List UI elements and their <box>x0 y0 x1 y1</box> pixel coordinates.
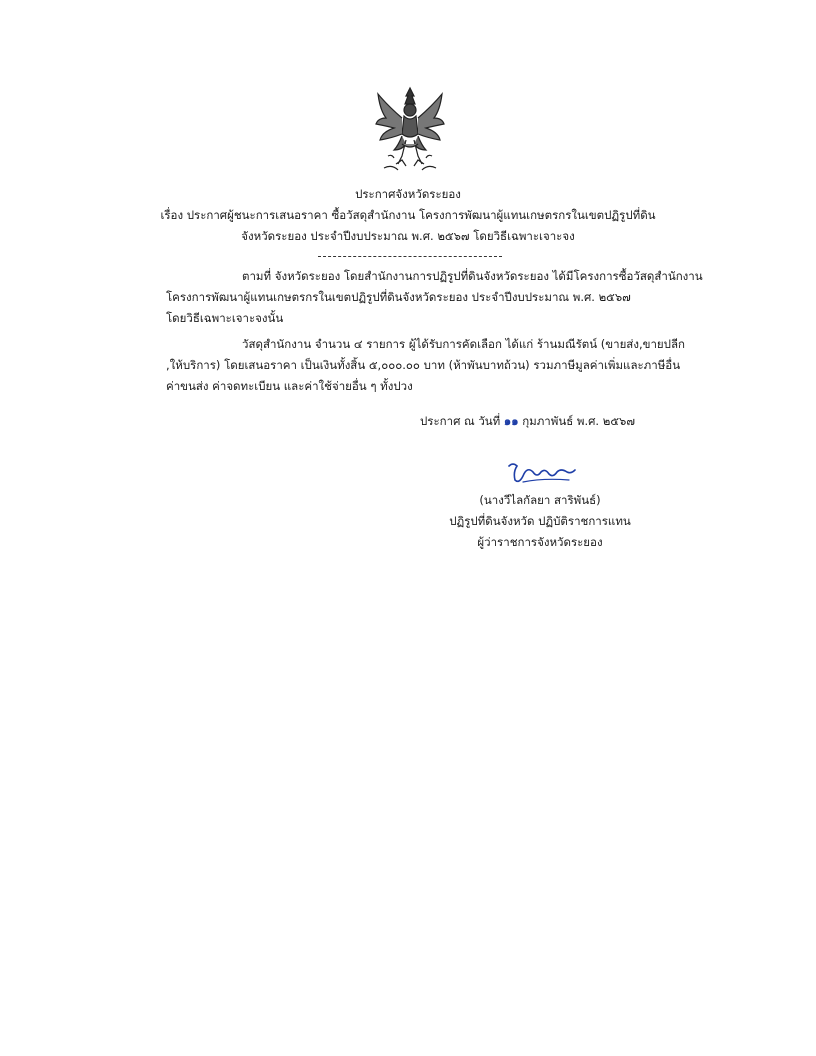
signatory-position-2: ผู้ว่าราชการจังหวัดระยอง <box>477 535 603 549</box>
signatory-position-1: ปฏิรูปที่ดินจังหวัด ปฏิบัติราชการแทน <box>449 514 631 528</box>
announcement-day: ๑๑ <box>503 414 519 428</box>
garuda-emblem <box>372 84 448 176</box>
paragraph-2-line-1: วัสดุสำนักงาน จำนวน ๔ รายการ ผู้ได้รับการคัดเลือก ได้แก่ ร้านมณีรัตน์ (ขายส่ง,ขายปลีก <box>242 337 685 351</box>
header-divider <box>318 256 502 257</box>
paragraph-2 <box>166 334 685 397</box>
handwritten-signature <box>503 458 579 488</box>
paragraph-1 <box>166 266 703 329</box>
announcement-prefix: ประกาศ ณ วันที่ <box>420 414 501 428</box>
signatory-name: (นางวีไลกัลยา สาริพันธ์) <box>479 493 601 507</box>
subject-line-1: เรื่อง ประกาศผู้ชนะการเสนอราคา ซื้อวัสดุสำนักงาน โครงการพัฒนาผู้แทนเกษตรกรในเขตปฏิรูปที่ดิน <box>160 208 656 222</box>
paragraph-1-line-3: โดยวิธีเฉพาะเจาะจงนั้น <box>166 311 284 325</box>
paragraph-2-line-2: ,ให้บริการ) โดยเสนอราคา เป็นเงินทั้งสิ้น ๕,๐๐๐.๐๐ บาท (ห้าพันบาทถ้วน) รวมภาษีมูลค่าเพิ่มและภาษีอื่น <box>166 358 681 372</box>
paragraph-1-line-2: โครงการพัฒนาผู้แทนเกษตรกรในเขตปฏิรูปที่ดินจังหวัดระยอง ประจำปีงบประมาณ พ.ศ. ๒๕๖๗ <box>166 290 631 304</box>
document-title: ประกาศจังหวัดระยอง <box>355 187 461 201</box>
paragraph-2-line-3: ค่าขนส่ง ค่าจดทะเบียน และค่าใช้จ่ายอื่น ๆ ทั้งปวง <box>166 379 413 393</box>
subject-line-2: จังหวัดระยอง ประจำปีงบประมาณ พ.ศ. ๒๕๖๗ โดยวิธีเฉพาะเจาะจง <box>241 229 575 243</box>
announcement-month-year: กุมภาพันธ์ พ.ศ. ๒๕๖๗ <box>522 414 635 428</box>
announcement-date <box>420 413 635 429</box>
paragraph-1-line-1: ตามที่ จังหวัดระยอง โดยสำนักงานการปฏิรูปที่ดินจังหวัดระยอง ได้มีโครงการซื้อวัสดุสำนักงาน <box>242 269 703 283</box>
